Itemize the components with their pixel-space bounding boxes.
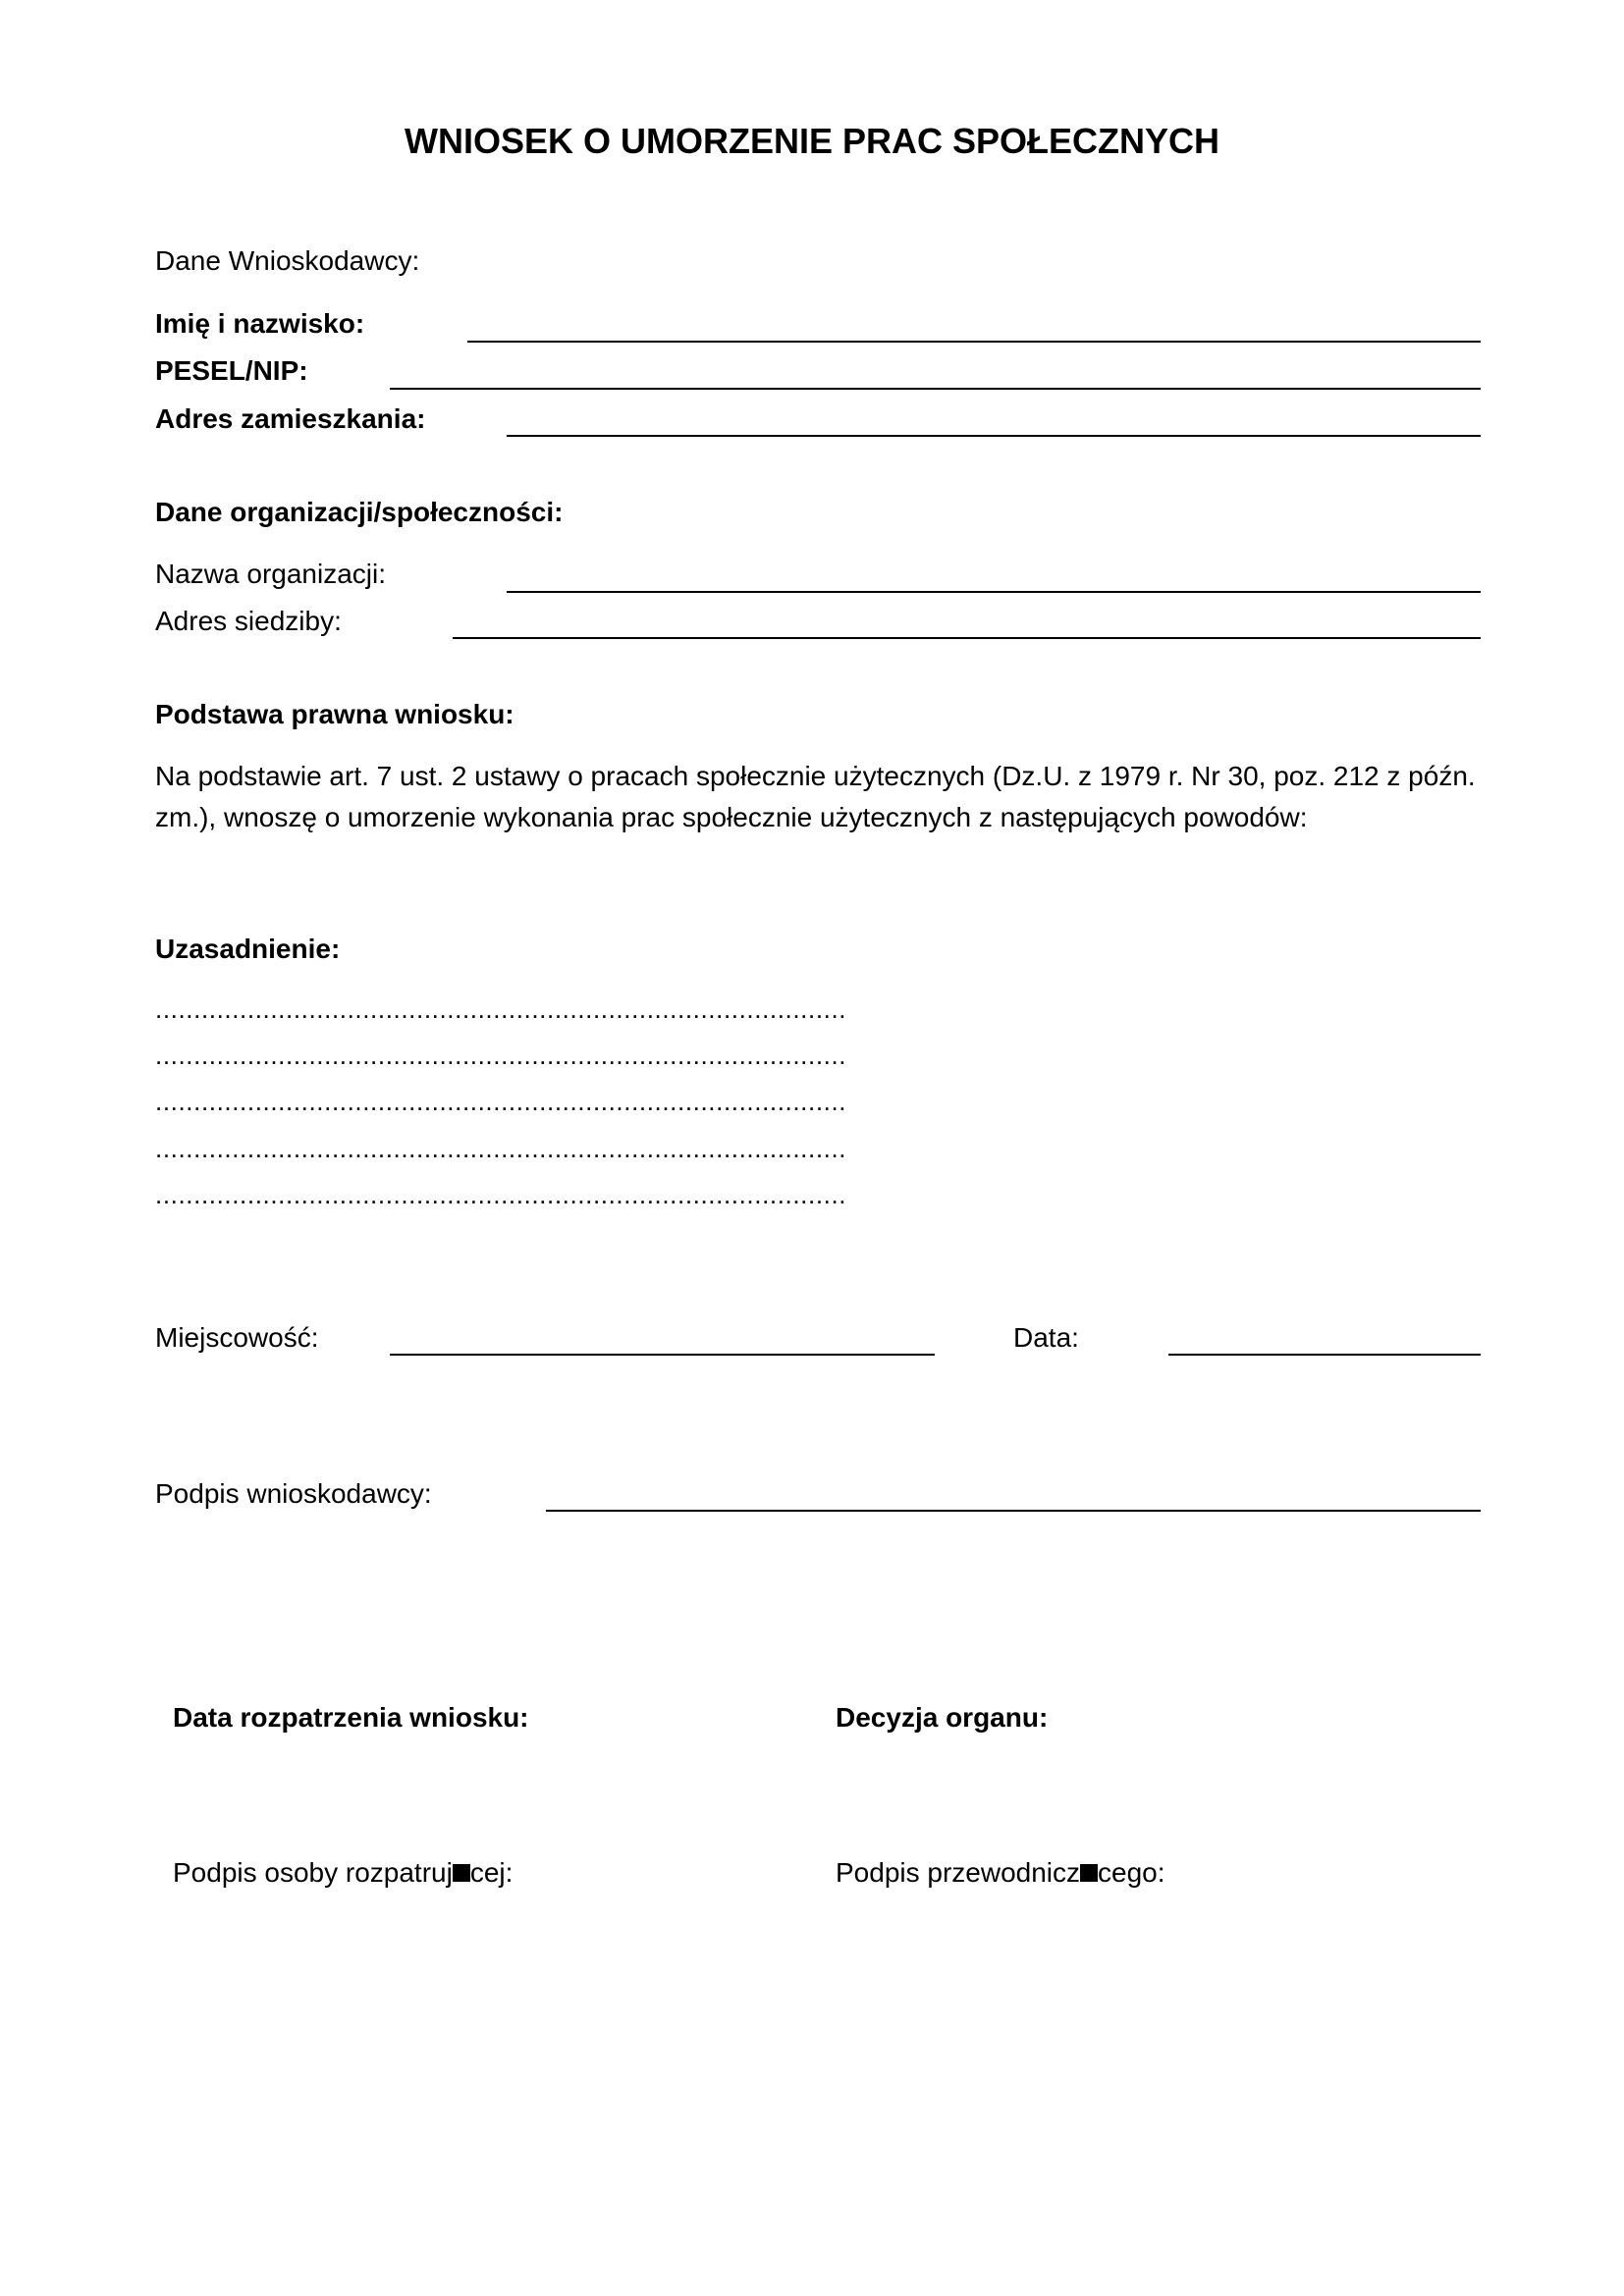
chair-signature-label [836, 1856, 1165, 1890]
reviewer-signature-text-start: Podpis osoby rozpatruj [173, 1857, 453, 1888]
justification-line-1[interactable]: .......................................................................................... [155, 994, 847, 1024]
review-date-label: Data rozpatrzenia wniosku: [173, 1702, 529, 1733]
chair-signature-text-end: cego: [1098, 1857, 1165, 1888]
missing-glyph-icon [1080, 1864, 1098, 1882]
document-title: WNIOSEK O UMORZENIE PRAC SPOŁECZNYCH [404, 121, 1220, 161]
organization-name-field-line[interactable] [507, 591, 1481, 593]
address-field-line[interactable] [507, 435, 1481, 437]
applicant-heading: Dane Wnioskodawcy: [155, 245, 420, 276]
justification-heading: Uzasadnienie: [155, 934, 341, 964]
decision-label: Decyzja organu: [836, 1702, 1049, 1733]
justification-line-5[interactable]: .......................................................................................... [155, 1180, 847, 1209]
place-field-line[interactable] [390, 1354, 935, 1356]
organization-address-label: Adres siedziby: [155, 606, 342, 636]
name-field-line[interactable] [467, 341, 1481, 343]
pesel-field-line[interactable] [390, 388, 1481, 390]
organization-name-label: Nazwa organizacji: [155, 559, 386, 589]
name-label: Imię i nazwisko: [155, 308, 365, 339]
date-label: Data: [1013, 1322, 1079, 1353]
missing-glyph-icon [453, 1864, 470, 1882]
address-label: Adres zamieszkania: [155, 403, 426, 434]
organization-heading: Dane organizacji/społeczności: [155, 497, 564, 527]
chair-signature-text-start: Podpis przewodnicz [836, 1857, 1081, 1888]
applicant-signature-line[interactable] [546, 1510, 1481, 1512]
organization-address-field-line[interactable] [453, 637, 1481, 639]
legal-basis-text: Na podstawie art. 7 ust. 2 ustawy o pracach społecznie użytecznych (Dz.U. z 1979 r. Nr 30, poz. 212 z późn. zm.), wnoszę o umorzenie wykonania prac społecznie użytecznych z następujących powodów: [155, 761, 1476, 832]
justification-line-2[interactable]: .......................................................................................... [155, 1041, 847, 1070]
applicant-signature-label: Podpis wnioskodawcy: [155, 1478, 432, 1509]
place-label: Miejscowość: [155, 1322, 319, 1353]
justification-line-4[interactable]: .......................................................................................... [155, 1134, 847, 1163]
legal-basis-heading: Podstawa prawna wniosku: [155, 699, 514, 729]
reviewer-signature-text-end: cej: [469, 1857, 514, 1888]
date-field-line[interactable] [1168, 1354, 1481, 1356]
pesel-label: PESEL/NIP: [155, 355, 308, 386]
justification-line-3[interactable]: .......................................................................................... [155, 1087, 847, 1116]
reviewer-signature-label [173, 1856, 513, 1890]
